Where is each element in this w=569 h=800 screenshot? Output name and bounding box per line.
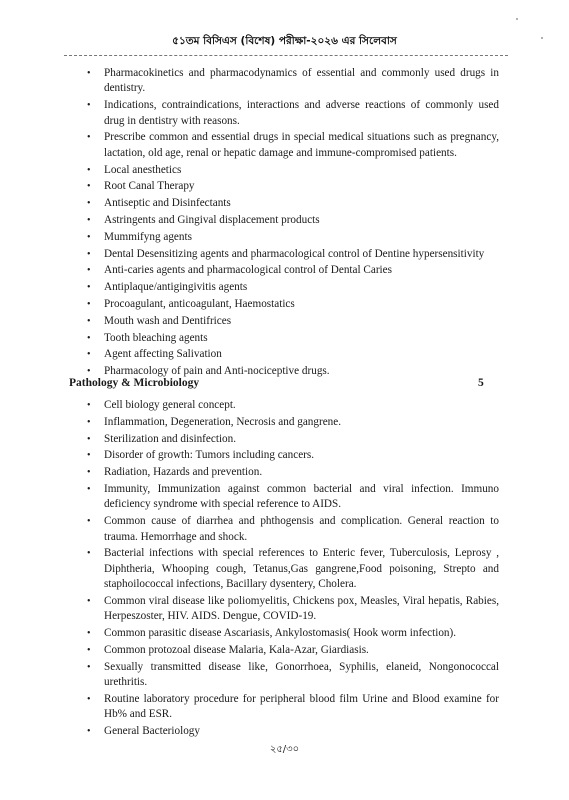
list-item xyxy=(0,213,569,228)
list-item-text: Anti-caries agents and pharmacological control of Dental Caries xyxy=(104,264,392,277)
header-divider xyxy=(64,55,508,56)
bullet-icon: • xyxy=(87,450,91,462)
list-item xyxy=(0,314,569,329)
list-item-text: Routine laboratory procedure for peripheral blood film Urine and Blood examine for Hb% and ESR. xyxy=(104,693,499,721)
bullet-icon: • xyxy=(87,516,91,528)
list-item xyxy=(0,130,569,161)
list-item-text: Inflammation, Degeneration, Necrosis and gangrene. xyxy=(104,415,342,428)
list-item xyxy=(0,263,569,278)
list-item-text: Sexually transmitted disease like, Gonorrhoea, Syphilis, elaneid, Nongonococcal urethritis. xyxy=(104,660,499,689)
list-item-text: General Bacteriology xyxy=(104,725,200,738)
list-item-text: Common protozoal disease Malaria, Kala-Azar, Giardiasis. xyxy=(104,644,369,656)
list-item-text: Pharmacology of pain and Anti-nociceptive drugs. xyxy=(104,365,330,378)
bullet-icon: • xyxy=(87,400,91,411)
bullet-icon: • xyxy=(87,332,91,344)
list-item xyxy=(0,482,569,513)
bullet-icon: • xyxy=(87,661,91,673)
bullet-icon: • xyxy=(87,349,91,361)
bullet-icon: • xyxy=(87,548,91,560)
list-item xyxy=(0,230,569,245)
bullet-icon: • xyxy=(87,100,91,112)
list-item-text: Indications, contraindications, interactions and adverse reactions of commonly used drug in dentistry with reasons. xyxy=(104,99,499,127)
bullet-icon: • xyxy=(87,596,91,607)
list-item xyxy=(0,594,569,625)
list-item xyxy=(0,280,569,295)
list-item xyxy=(0,692,569,723)
list-item xyxy=(0,514,569,545)
bullet-icon: • xyxy=(87,433,91,445)
list-item xyxy=(0,643,569,658)
list-item-text: Radiation, Hazards and prevention. xyxy=(104,466,263,479)
list-item xyxy=(0,660,569,691)
list-item xyxy=(0,247,569,262)
list-item-text: Immunity, Immunization against common bacterial and viral infection. Immuno deficiency syndrome with special reference to AIDS. xyxy=(104,482,499,511)
list-item xyxy=(0,724,569,739)
bullet-icon: • xyxy=(87,645,91,656)
bullet-icon: • xyxy=(87,132,91,144)
bullet-icon: • xyxy=(87,315,91,327)
list-item xyxy=(0,448,569,463)
list-item xyxy=(0,163,569,178)
bullet-icon: • xyxy=(87,483,91,495)
list-item-text: Antiplaque/antigingivitis agents xyxy=(104,281,248,294)
section-heading: Pathology & Microbiology xyxy=(69,377,200,389)
list-item xyxy=(0,465,569,480)
pathology-topic-list xyxy=(0,398,569,741)
bullet-icon: • xyxy=(87,416,91,428)
bullet-icon: • xyxy=(87,366,91,378)
pharmacology-topic-list xyxy=(0,66,569,381)
list-item-text: Bacterial infections with special references to Enteric fever, Tuberculosis, Leprosy , Diphtheria, Whooping cough, Tetanus,Gas gangrene,Food poisoning, Strepto and staphoilococcal infections, Bacillary dysentery, Cholera. xyxy=(104,547,499,591)
list-item-text: Tooth bleaching agents xyxy=(104,331,208,344)
bullet-icon: • xyxy=(87,265,91,277)
list-item-text: Local anesthetics xyxy=(104,163,182,176)
scan-speck xyxy=(541,37,543,39)
list-item xyxy=(0,626,569,641)
bullet-icon: • xyxy=(87,181,91,193)
list-item xyxy=(0,297,569,312)
list-item-text: Common parasitic disease Ascariasis, Ankylostomasis( Hook worm infection). xyxy=(104,627,457,640)
list-item xyxy=(0,347,569,362)
list-item-text: Prescribe common and essential drugs in special medical situations such as pregnancy, lactation, old age, renal or hepatic damage and immune-compromised patients. xyxy=(104,131,499,159)
bullet-icon: • xyxy=(87,282,91,294)
bullet-icon: • xyxy=(87,628,91,640)
list-item-text: Procoagulant, anticoagulant, Haemostatics xyxy=(104,297,295,310)
list-item-text: Mummifyng agents xyxy=(104,230,192,243)
list-item-text: Antiseptic and Disinfectants xyxy=(104,197,231,210)
bullet-icon: • xyxy=(87,68,91,79)
list-item-text: Disorder of growth: Tumors including cancers. xyxy=(104,449,315,462)
bullet-icon: • xyxy=(87,298,91,310)
list-item xyxy=(0,331,569,346)
list-item xyxy=(0,179,569,194)
section-marks: 5 xyxy=(478,377,484,389)
list-item-text: Dental Desensitizing agents and pharmacological control of Dentine hypersensitivity xyxy=(104,247,485,260)
bullet-icon: • xyxy=(87,726,91,738)
list-item-text: Common viral disease like poliomyelitis, Chickens pox, Measles, Viral hepatis, Rabies, Herpeszoster, HIV. AIDS. Dengue, COVID-19. xyxy=(104,595,499,623)
list-item-text: Common cause of diarrhea and phthogensis and complication. General reaction to trauma. Hemorrhage and shock. xyxy=(104,515,499,543)
bullet-icon: • xyxy=(87,164,91,176)
list-item xyxy=(0,98,569,129)
list-item-text: Root Canal Therapy xyxy=(104,180,195,193)
bullet-icon: • xyxy=(87,198,91,210)
bullet-icon: • xyxy=(87,694,91,705)
list-item-text: Pharmacokinetics and pharmacodynamics of essential and commonly used drugs in dentistry. xyxy=(104,67,499,95)
list-item xyxy=(0,432,569,447)
page-header-title: ৫১তম বিসিএস (বিশেষ) পরীক্ষা-২০২৬ এর সিলেবাস xyxy=(172,35,397,47)
bullet-icon: • xyxy=(87,231,91,243)
bullet-icon: • xyxy=(87,248,91,260)
list-item-text: Sterilization and disinfection. xyxy=(104,432,237,445)
list-item-text: Astringents and Gingival displacement products xyxy=(104,214,320,226)
bullet-icon: • xyxy=(87,467,91,479)
list-item xyxy=(0,196,569,211)
list-item xyxy=(0,398,569,413)
scan-speck xyxy=(516,18,518,20)
list-item-text: Cell biology general concept. xyxy=(104,399,236,411)
page-number: ২৫/৩০ xyxy=(269,744,300,755)
bullet-icon: • xyxy=(87,215,91,226)
list-item-text: Mouth wash and Dentifrices xyxy=(104,314,232,327)
list-item xyxy=(0,546,569,592)
list-item xyxy=(0,66,569,97)
list-item-text: Agent affecting Salivation xyxy=(104,348,222,361)
list-item xyxy=(0,415,569,430)
